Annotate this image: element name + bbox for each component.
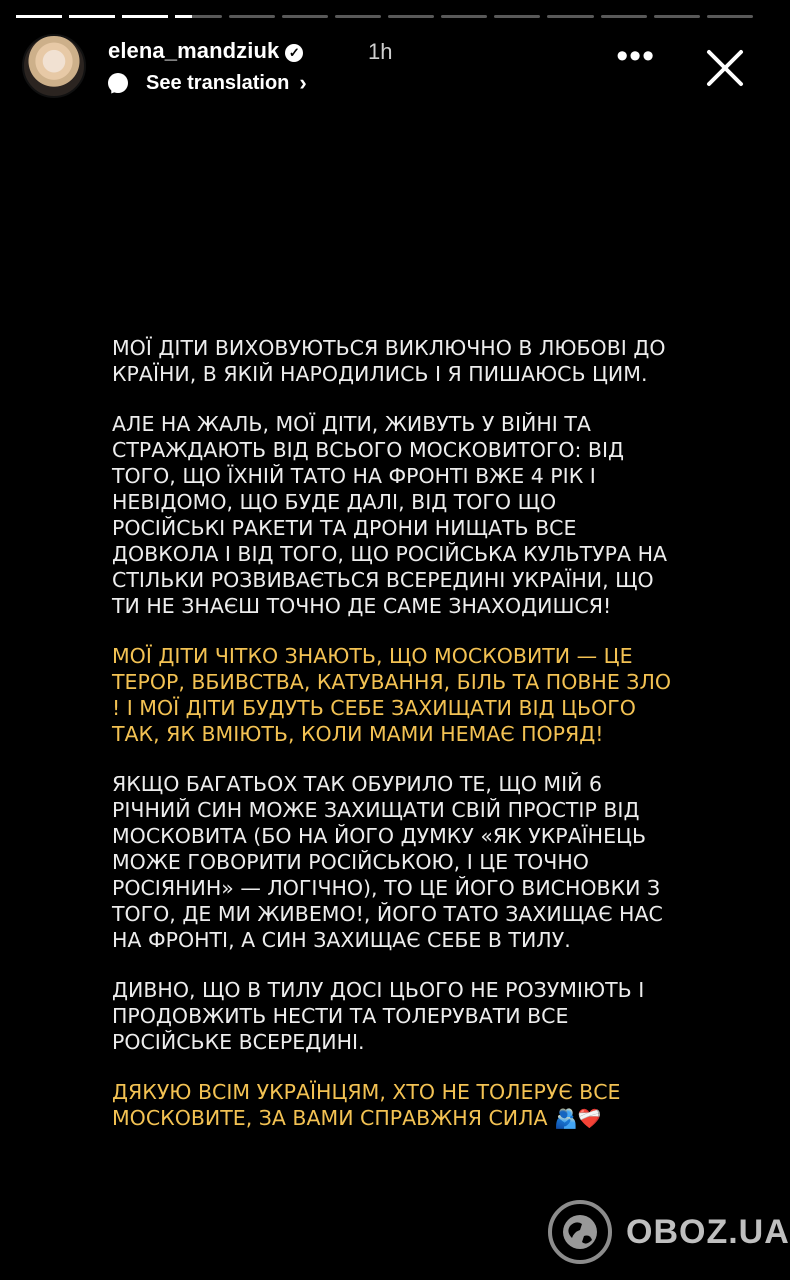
story-progress-segment bbox=[654, 15, 700, 18]
story-header bbox=[22, 30, 749, 104]
story-progress-segment bbox=[388, 15, 434, 18]
hug-heart-emoji-icon: 🫂❤️‍🩹 bbox=[554, 1108, 602, 1130]
story-paragraph bbox=[112, 643, 672, 747]
story-paragraph-text: ДИВНО, ЩО В ТИЛУ ДОСІ ЦЬОГО НЕ РОЗУМІЮТЬ І ПРОДОВЖИТЬ НЕСТИ ТА ТОЛЕРУВАТИ ВСЕ РОСІЙСЬКЕ ВСЕРЕДИНІ. bbox=[112, 978, 645, 1054]
story-progress-segment bbox=[547, 15, 593, 18]
story-paragraph bbox=[112, 977, 672, 1055]
story-progress-bar bbox=[16, 15, 753, 19]
story-progress-segment bbox=[335, 15, 381, 18]
story-text bbox=[112, 335, 672, 1156]
story-paragraph-text: ДЯКУЮ ВСІМ УКРАЇНЦЯМ, ХТО НЕ ТОЛЕРУЄ ВСЕ МОСКОВИТЕ, ЗА ВАМИ СПРАВЖНЯ СИЛА bbox=[112, 1080, 621, 1130]
story-paragraph bbox=[112, 335, 672, 387]
username-text[interactable]: elena_mandziuk bbox=[108, 38, 280, 63]
story-progress-segment bbox=[175, 15, 221, 18]
story-progress-fill bbox=[175, 15, 191, 18]
verified-badge-icon: ✓ bbox=[285, 44, 303, 62]
story-progress-fill bbox=[69, 15, 115, 18]
more-options-icon[interactable]: ••• bbox=[616, 37, 655, 75]
avatar[interactable] bbox=[22, 34, 86, 98]
watermark-text: OBOZ.UA bbox=[626, 1212, 790, 1251]
story-progress-segment bbox=[441, 15, 487, 18]
username[interactable] bbox=[108, 38, 303, 64]
story-paragraph-text: МОЇ ДІТИ ВИХОВУЮТЬСЯ ВИКЛЮЧНО В ЛЮБОВІ ДО КРАЇНИ, В ЯКІЙ НАРОДИЛИСЬ І Я ПИШАЮСЬ ЦИМ. bbox=[112, 336, 666, 386]
story-progress-fill bbox=[122, 15, 168, 18]
story-paragraph bbox=[112, 1079, 672, 1132]
watermark-logo bbox=[548, 1200, 790, 1264]
story-paragraph-text: ЯКЩО БАГАТЬОХ ТАК ОБУРИЛО ТЕ, ЩО МІЙ 6 РІЧНИЙ СИН МОЖЕ ЗАХИЩАТИ СВІЙ ПРОСТІР ВІД МОСКОВИТА (БО НА ЙОГО ДУМКУ «ЯК УКРАЇНЕЦЬ МОЖЕ ГОВОРИТИ РОСІЙСЬКОЮ, І ЦЕ ТОЧНО РОСІЯНИН» — ЛОГІЧНО), ТО ЦЕ ЙОГО ВИСНОВКИ З ТОГО, ДЕ МИ ЖИВЕМО!, ЙОГО ТАТО ЗАХИЩАЄ НАС НА ФРОНТІ, А СИН ЗАХИЩАЄ СЕБЕ В ТИЛУ. bbox=[112, 772, 663, 952]
story-paragraph-text: АЛЕ НА ЖАЛЬ, МОЇ ДІТИ, ЖИВУТЬ У ВІЙНІ ТА СТРАЖДАЮТЬ ВІД ВСЬОГО МОСКОВИТОГО: ВІД ТОГО, ЩО ЇХНІЙ ТАТО НА ФРОНТІ ВЖЕ 4 РІК І НЕВІДОМО, ЩО БУДЕ ДАЛІ, ВІД ТОГО ЩО РОСІЙСЬКІ РАКЕТИ ТА ДРОНИ НИЩАТЬ ВСЕ ДОВКОЛА І ВІД ТОГО, ЩО РОСІЙСЬКА КУЛЬТУРА НА СТІЛЬКИ РОЗВИВАЄТЬСЯ ВСЕРЕДИНІ УКРАЇНИ, ЩО ТИ НЕ ЗНАЄШ ТОЧНО ДЕ САМЕ ЗНАХОДИШСЯ! bbox=[112, 412, 668, 618]
post-time: 1h bbox=[368, 39, 393, 64]
story-progress-segment bbox=[69, 15, 115, 18]
story-paragraph bbox=[112, 771, 672, 953]
story-progress-segment bbox=[601, 15, 647, 18]
chevron-right-icon: › bbox=[299, 70, 307, 95]
globe-logo-icon bbox=[548, 1200, 612, 1264]
story-paragraph bbox=[112, 411, 672, 619]
story-progress-segment bbox=[229, 15, 275, 18]
story-progress-segment bbox=[16, 15, 62, 18]
close-icon[interactable] bbox=[701, 44, 749, 92]
see-translation-label: See translation bbox=[146, 71, 290, 94]
story-progress-segment bbox=[707, 15, 753, 18]
story-progress-fill bbox=[16, 15, 62, 18]
translate-bubble-icon bbox=[108, 73, 128, 93]
story-progress-segment bbox=[122, 15, 168, 18]
story-progress-segment bbox=[494, 15, 540, 18]
see-translation-button[interactable] bbox=[108, 70, 307, 96]
story-paragraph-text: МОЇ ДІТИ ЧІТКО ЗНАЮТЬ, ЩО МОСКОВИТИ — ЦЕ ТЕРОР, ВБИВСТВА, КАТУВАННЯ, БІЛЬ ТА ПОВНЕ ЗЛО ! І МОЇ ДІТИ БУДУТЬ СЕБЕ ЗАХИЩАТИ ВІД ЦЬОГО ТАК, ЯК ВМІЮТЬ, КОЛИ МАМИ НЕМАЄ ПОРЯД! bbox=[112, 644, 671, 746]
story-progress-segment bbox=[282, 15, 328, 18]
